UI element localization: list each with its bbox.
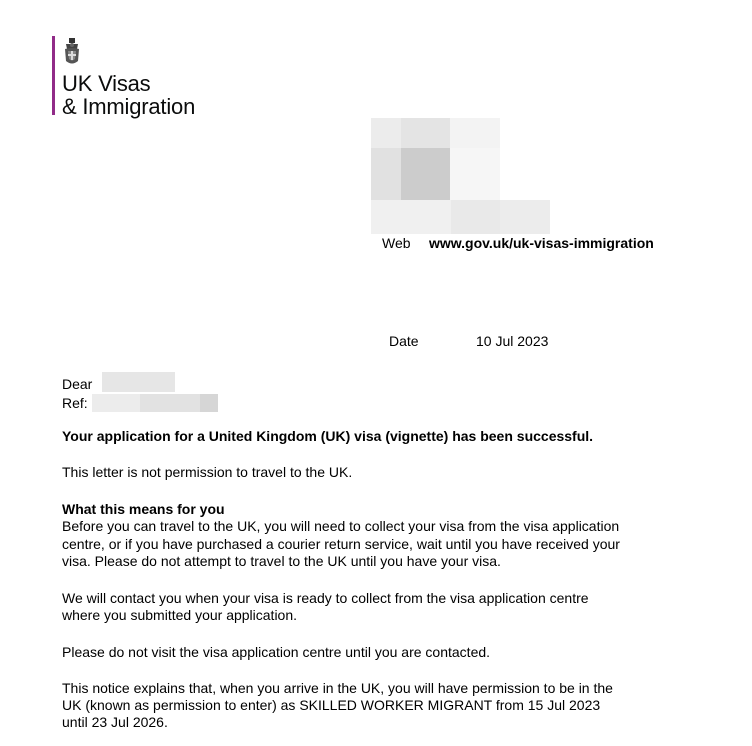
royal-crest-icon — [60, 37, 84, 67]
ref-label: Ref: — [62, 395, 88, 411]
para4-line3: until 23 Jul 2026. — [62, 714, 168, 730]
logo-text-immigration: & Immigration — [62, 94, 196, 119]
logo-accent-bar — [52, 36, 55, 115]
web-label: Web — [382, 235, 411, 251]
para2-line1: We will contact you when your visa is ready to collect from the visa application centre — [62, 590, 589, 606]
redacted-name — [102, 372, 175, 392]
dear-label: Dear — [62, 376, 93, 392]
success-headline: Your application for a United Kingdom (UK) visa (vignette) has been successful. — [62, 428, 594, 444]
para1-line1: Before you can travel to the UK, you will need to collect your visa from the visa application — [62, 518, 620, 534]
logo-text-uk-visas: UK Visas — [62, 71, 151, 96]
para3: Please do not visit the visa application centre until you are contacted. — [62, 644, 491, 660]
not-permission-text: This letter is not permission to travel to the UK. — [62, 464, 353, 480]
para1-line2: centre, or if you have purchased a courier return service, wait until you have received your — [62, 536, 620, 552]
date-label: Date — [389, 333, 419, 349]
para4-line2: UK (known as permission to enter) as SKILLED WORKER MIGRANT from 15 Jul 2023 — [62, 697, 601, 713]
web-url-link[interactable]: www.gov.uk/uk-visas-immigration — [429, 235, 654, 251]
para1-line3: visa. Please do not attempt to travel to the UK until you have your visa. — [62, 553, 501, 569]
section-heading: What this means for you — [62, 501, 225, 517]
para4-line1: This notice explains that, when you arrive in the UK, you will have permission to be in the — [62, 680, 613, 696]
date-value: 10 Jul 2023 — [476, 333, 549, 349]
para2-line2: where you submitted your application. — [62, 607, 298, 623]
